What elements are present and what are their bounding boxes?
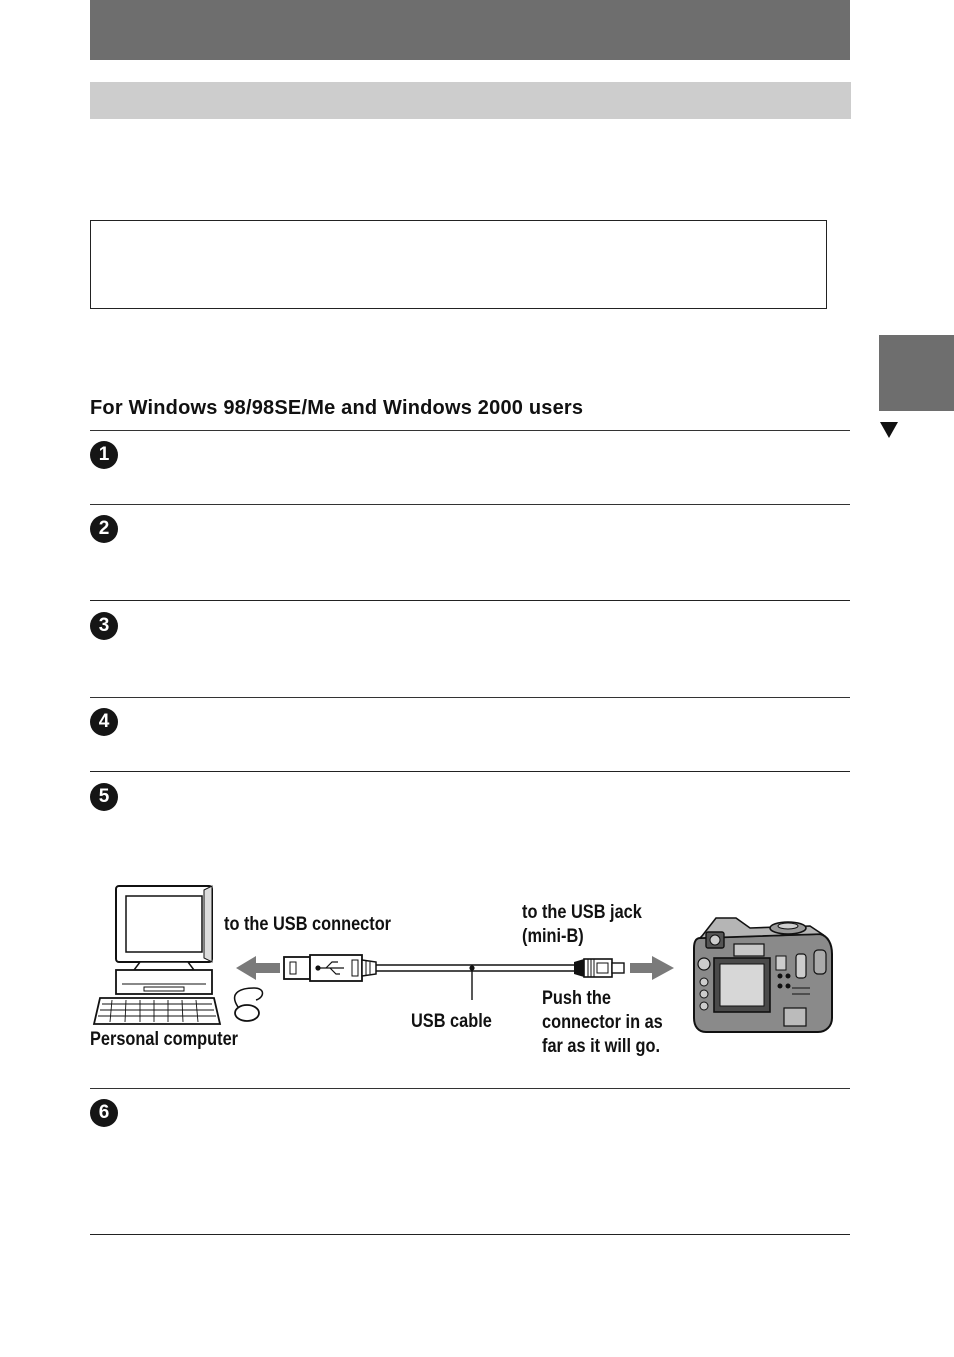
step-divider xyxy=(90,771,850,772)
step-divider xyxy=(90,1088,850,1089)
step-number: 5 xyxy=(90,783,118,811)
step-number: 6 xyxy=(90,1099,118,1127)
step-number: 3 xyxy=(90,612,118,640)
personal-computer-label: Personal computer xyxy=(90,1029,239,1050)
push-connector-label-line3: far as it will go. xyxy=(542,1036,661,1057)
section-heading: For Windows 98/98SE/Me and Windows 2000 users xyxy=(90,397,584,419)
header-bar xyxy=(90,0,850,60)
step-divider xyxy=(90,430,850,431)
push-connector-label-line1: Push the xyxy=(542,988,612,1009)
step-number: 4 xyxy=(90,708,118,736)
step-divider xyxy=(90,600,850,601)
step-number: 1 xyxy=(90,441,118,469)
step-divider xyxy=(90,504,850,505)
digital-camera-icon xyxy=(692,914,834,1036)
usb-cable-label: USB cable xyxy=(411,1011,492,1032)
usb-cable-diagram xyxy=(232,944,678,1000)
note-box xyxy=(90,220,827,309)
usb-connector-label: to the USB connector xyxy=(224,914,392,935)
chapter-tab xyxy=(879,335,954,411)
subheader-bar xyxy=(90,82,851,119)
continue-arrow-icon xyxy=(880,422,898,438)
step-number: 2 xyxy=(90,515,118,543)
usb-jack-type-label: (mini-B) xyxy=(522,926,584,947)
usb-jack-label: to the USB jack xyxy=(522,902,642,923)
push-connector-label-line2: connector in as xyxy=(542,1012,663,1033)
step-divider xyxy=(90,697,850,698)
step-divider xyxy=(90,1234,850,1235)
